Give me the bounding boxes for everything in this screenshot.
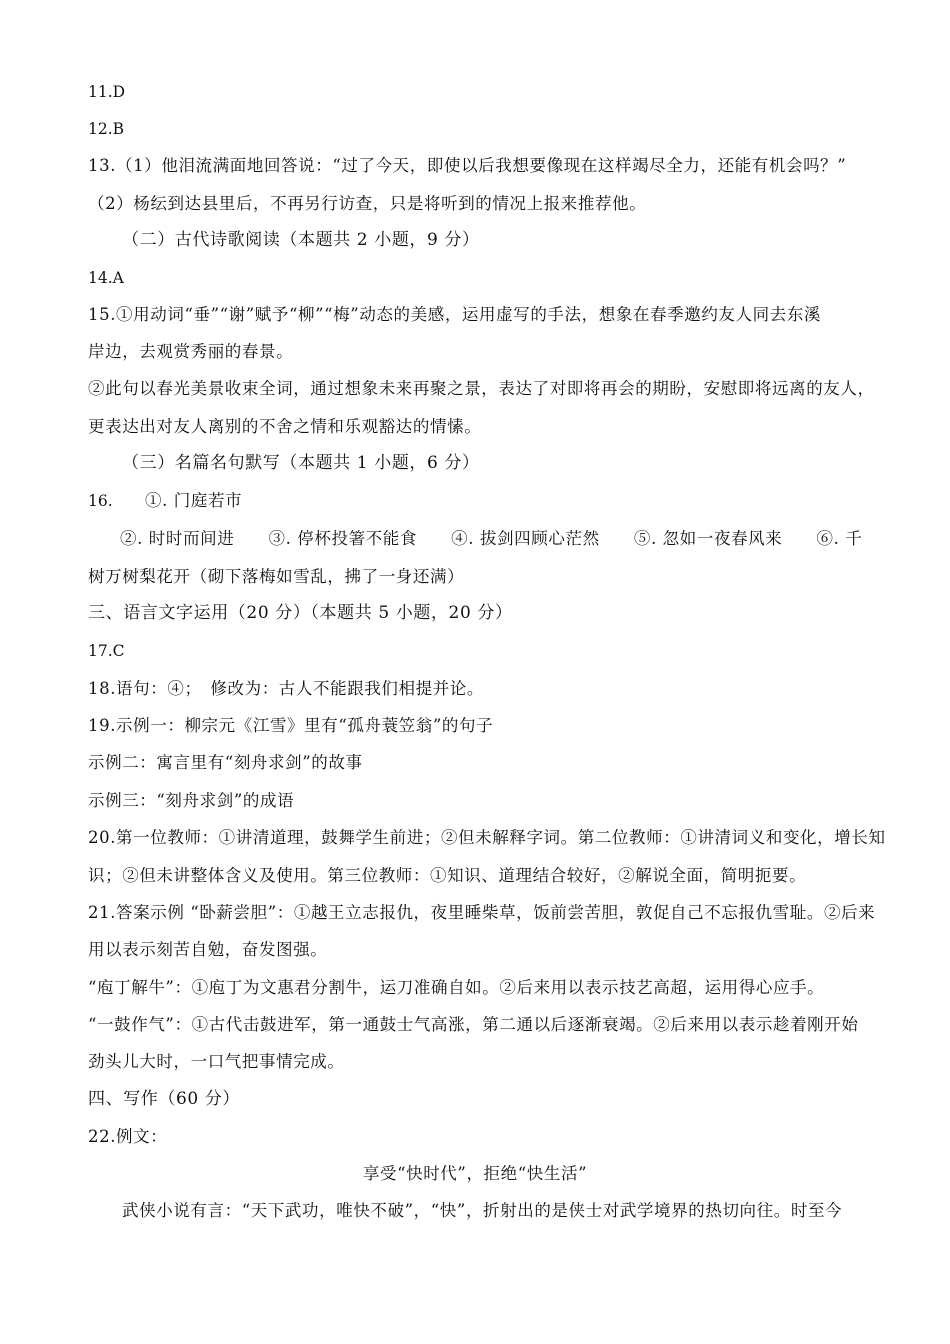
answer-17: 17.C bbox=[88, 642, 125, 660]
section-heading-poetry: （二）古代诗歌阅读（本题共 2 小题，9 分） bbox=[122, 230, 480, 250]
section-heading-writing: 四、写作（60 分） bbox=[88, 1089, 241, 1109]
answer-21-line-2: 用以表示刻苦自勉，奋发图强。 bbox=[88, 940, 328, 959]
answer-21-line-4: “一鼓作气”：①古代击鼓进军，第一通鼓士气高涨，第二通以后逐渐衰竭。②后来用以表示趁着刚开始 bbox=[88, 1015, 859, 1034]
answer-13-part-1: 13.（1）他泪流满面地回答说：“过了今天，即使以后我想要像现在这样竭尽全力，还能有机会吗？” bbox=[88, 156, 847, 175]
answer-22-label: 22.例文： bbox=[88, 1127, 168, 1146]
answer-19-example-1: 19.示例一：柳宗元《江雪》里有“孤舟蓑笠翁”的句子 bbox=[88, 716, 494, 735]
answer-19-example-3: 示例三：“刻舟求剑”的成语 bbox=[88, 791, 295, 810]
answer-20-line-2: 识；②但未讲整体含义及使用。第三位教师：①知识、道理结合较好，②解说全面，简明扼要。 bbox=[88, 866, 807, 885]
answer-15-line-2: 岸边，去观赏秀丽的春景。 bbox=[88, 342, 294, 361]
answer-21-line-5: 劲头儿大时，一口气把事情完成。 bbox=[88, 1052, 345, 1071]
answer-14: 14.A bbox=[88, 269, 124, 287]
answer-18: 18.语句：④； 修改为：古人不能跟我们相提并论。 bbox=[88, 679, 484, 698]
answer-15-line-3: ②此句以春光美景收束全词，通过想象未来再聚之景，表达了对即将再会的期盼，安慰即将远离的友人， bbox=[88, 379, 875, 398]
answer-16-items-2-6: ②. 时时而间进 ③. 停杯投箸不能食 ④. 拔剑四顾心茫然 ⑤. 忽如一夜春风来 ⑥. 千 bbox=[120, 529, 863, 548]
answer-12: 12.B bbox=[88, 120, 125, 138]
section-heading-dictation: （三）名篇名句默写（本题共 1 小题，6 分） bbox=[122, 453, 480, 473]
answer-20-line-1: 20.第一位教师：①讲清道理，鼓舞学生前进；②但未解释字词。第二位教师：①讲清词义和变化，增长知 bbox=[88, 828, 886, 847]
answer-13-part-2: （2）杨纭到达县里后，不再另行访查，只是将听到的情况上报来推荐他。 bbox=[88, 194, 647, 213]
essay-title: 享受“快时代”，拒绝“快生活” bbox=[362, 1164, 588, 1183]
answer-16-item-6-cont: 树万树梨花开（砌下落梅如雪乱，拂了一身还满） bbox=[88, 567, 465, 586]
answer-16-item-1: ①. 门庭若市 bbox=[145, 491, 243, 510]
answer-11: 11.D bbox=[88, 83, 126, 101]
essay-first-line: 武侠小说有言：“天下武功，唯快不破”，“快”，折射出的是侠士对武学境界的热切向往。时至今 bbox=[122, 1201, 843, 1220]
answer-19-example-2: 示例二：寓言里有“刻舟求剑”的故事 bbox=[88, 753, 363, 772]
answer-16-number: 16. bbox=[88, 492, 113, 510]
answer-21-line-1: 21.答案示例 “卧薪尝胆”：①越王立志报仇，夜里睡柴草，饭前尝苦胆，敦促自己不忘报仇雪耻。②后来 bbox=[88, 903, 876, 922]
answer-15-line-4: 更表达出对友人离别的不舍之情和乐观豁达的情愫。 bbox=[88, 417, 482, 436]
section-heading-language: 三、语言文字运用（20 分）（本题共 5 小题，20 分） bbox=[88, 603, 513, 623]
answer-21-line-3: “庖丁解牛”：①庖丁为文惠君分割牛，运刀准确自如。②后来用以表示技艺高超，运用得心应手。 bbox=[88, 978, 825, 997]
answer-15-line-1: 15.①用动词“垂”“谢”赋予“柳”“梅”动态的美感，运用虚写的手法，想象在春季邀约友人同去东溪 bbox=[88, 305, 822, 324]
